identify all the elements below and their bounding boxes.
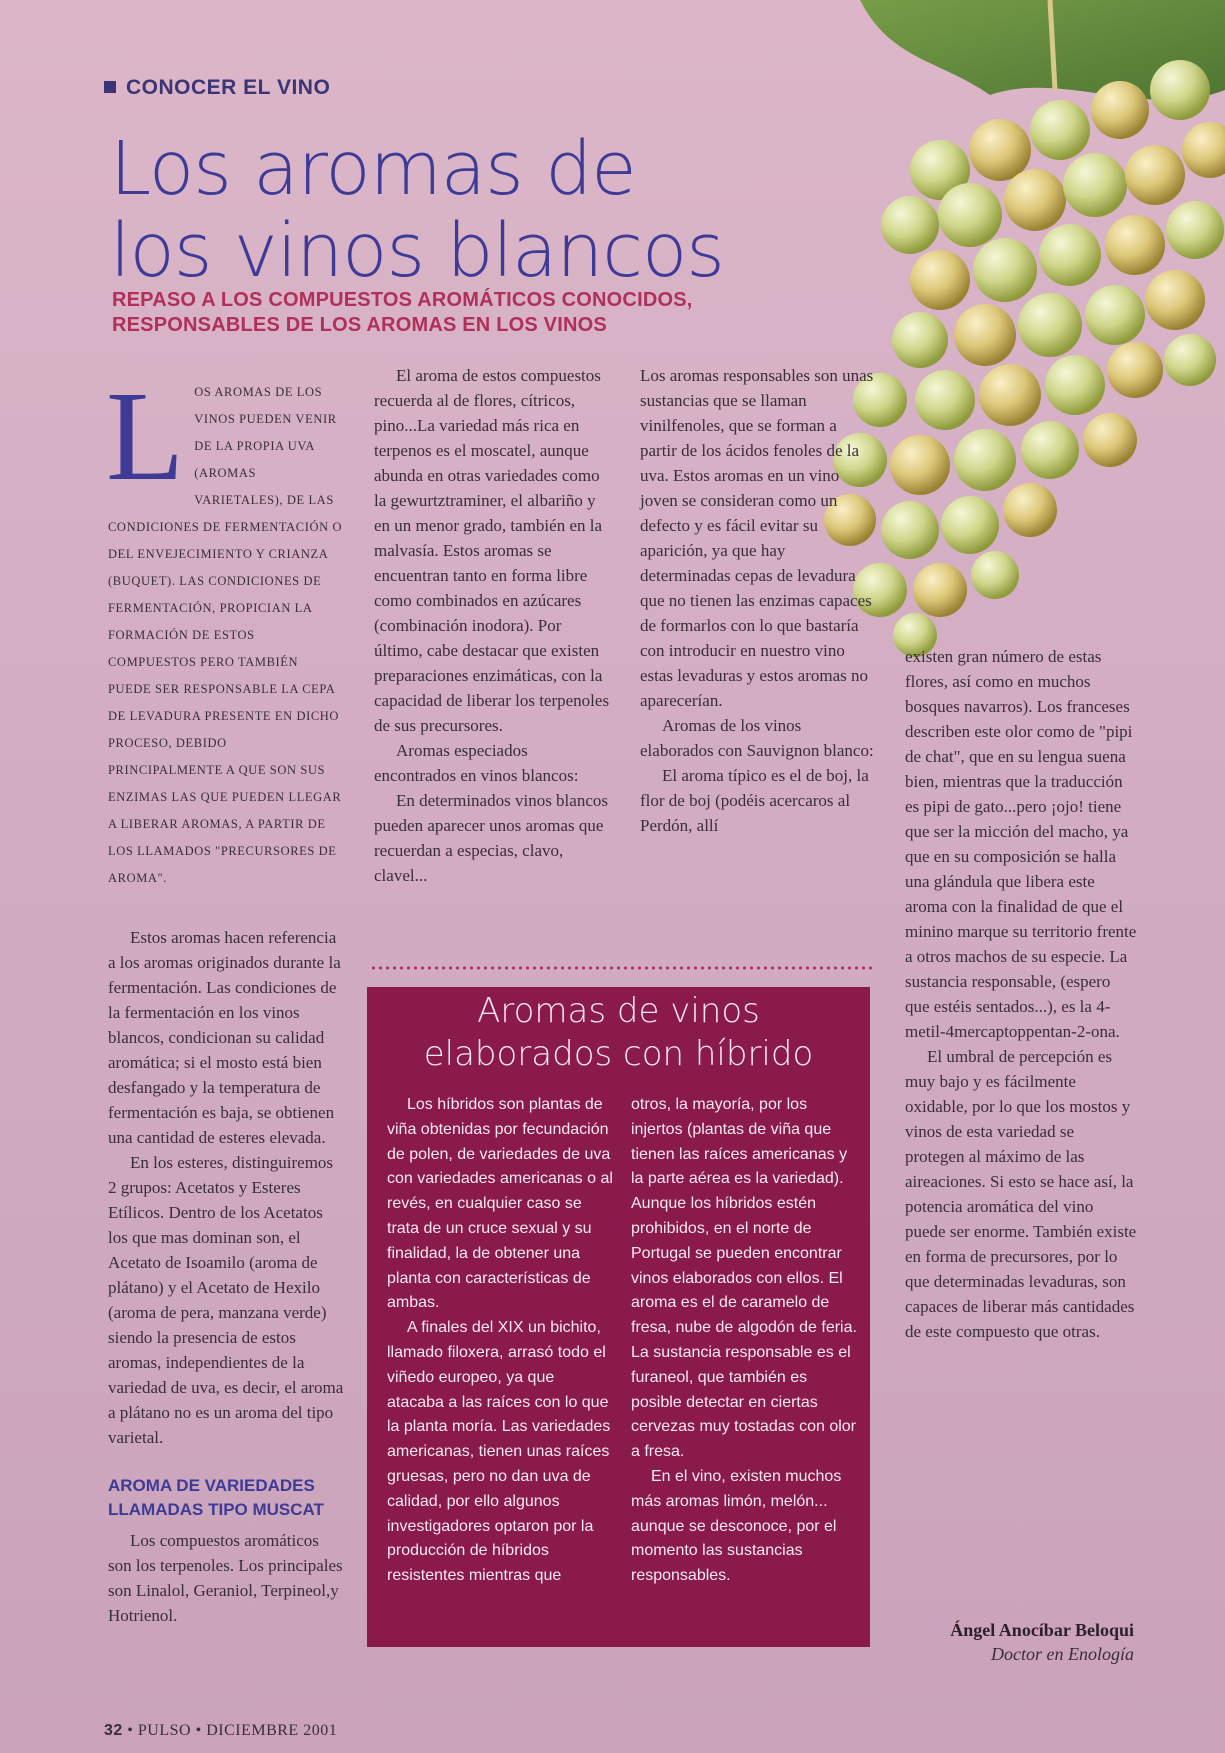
author-credit (870, 1618, 1134, 1666)
col1-paragraph-2: En los esteres, distinguiremos 2 grupos: Acetatos y Esteres Etílicos. Dentro de los Acetatos los que mas dominan son, el Acetato de Isoamilo (aroma de plátano) y el Acetato de Hexilo (aroma de pera, manzana verde) siendo la presencia de estos aromas, independientes de la variedad de uva, es decir, el aroma a plátano no es un aroma del tipo varietal. (108, 1153, 344, 1447)
issue-date: DICIEMBRE 2001 (206, 1722, 338, 1739)
title-line-2: los vinos blancos (110, 208, 724, 294)
sidebar-column-left (387, 1093, 615, 1589)
drop-cap: L (106, 365, 185, 507)
title-line-1: Los aromas de (110, 126, 636, 212)
section-label: CONOCER EL VINO (104, 76, 330, 100)
sidebar-column-right (631, 1093, 859, 1589)
section-heading-muscat: AROMA DE VARIEDADES LLAMADAS TIPO MUSCAT (108, 1476, 324, 1519)
grapes-image (820, 0, 1225, 660)
intro-paragraph (106, 365, 344, 891)
sidebar-left-paragraph-2: A finales del XIX un bichito, llamado filoxera, arrasó todo el viñedo europeo, ya que atacaba a las raíces con lo que la planta moría. Las variedades americanas, tienen unas raíces gruesas, pero no dan uva de calidad, por ello algunos investigadores optaron por la producción de híbridos resistentes mientras que (387, 1319, 611, 1585)
dotted-divider (370, 966, 872, 970)
author-name: Ángel Anocíbar Beloqui (950, 1620, 1134, 1640)
sidebar-left-paragraph-1: Los híbridos son plantas de viña obtenidas por fecundación de polen, de variedades de uva con variedades americanas o al revés, en cualquier caso se trata de un cruce sexual y su finalidad, la de obtener una planta con características de ambas. (387, 1096, 613, 1312)
sidebar-right-paragraph-1: otros, la mayoría, por los injertos (plantas de viña que tienen las raíces americanas y la parte aérea es la variedad). Aunque los híbridos estén prohibidos, en el norte de Portugal se pueden encontrar vinos elaborados con ellos. El aroma es el de caramelo de fresa, nube de algodón de feria. La sustancia responsable es el furaneol, que también es posible detectar en ciertas cervezas muy tostadas con olor a fresa. (631, 1096, 857, 1461)
column-3 (640, 363, 876, 838)
column-4 (905, 644, 1137, 1344)
sidebar-title: Aromas de vinos elaborados con híbrido (423, 991, 814, 1074)
col2-paragraph-1: El aroma de estos compuestos recuerda al de flores, cítricos, pino...La variedad más rica en terpenos es el moscatel, aunque abunda en otras variedades como la gewurtztraminer, el albariño y en un menor grado, también en la malvasía. Estos aromas se encuentran tanto en forma libre como combinados en azúcares (combinación inodora). Por último, cabe destacar que existen preparaciones enzimáticas, con la capacidad de liberar los terpenoles de sus precursores. (374, 366, 610, 735)
col4-paragraph-1: existen gran número de estas flores, así como en muchos bosques navarros). Los franceses describen este olor como de "pipi de chat", que en su lengua suena bien, mientras que la traducción es pipi de gato...pero ¡ojo! tiene que ser la micción del macho, ya que en su composición se halla una glándula que libera este aroma con la finalidad de que el minino marque su territorio frente a otros machos de su especie. La sustancia responsable, (espero que estéis sentados...), es la 4-metil-4mercaptoppentan-2-ona. (905, 647, 1137, 1041)
col1-paragraph-3: Los compuestos aromáticos son los terpenoles. Los principales son Linalol, Geraniol, Terpineol,y Hotrienol. (108, 1531, 343, 1625)
column-1 (106, 365, 344, 1628)
col3-paragraph-3: El aroma típico es el de boj, la flor de boj (podéis acercaros al Perdón, allí (640, 766, 869, 835)
col3-paragraph-2: Aromas de los vinos elaborados con Sauvignon blanco: (640, 716, 874, 760)
sidebar-right-paragraph-2: En el vino, existen muchos más aromas limón, melón... aunque se desconoce, por el momento las sustancias responsables. (631, 1467, 842, 1585)
page-number: 32 (104, 1722, 123, 1739)
col3-paragraph-1: Los aromas responsables son unas sustancias que se llaman vinilfenoles, que se forman a partir de los ácidos fenoles de la uva. Estos aromas en un vino joven se consideran como un defecto y es fácil evitar su aparición, ya que hay determinadas cepas de levadura que no tienen las enzimas capaces de formarlos con lo que bastaría con introducir en nuestro vino estas levaduras y estos aromas no aparecerían. (640, 366, 874, 710)
col2-paragraph-3: En determinados vinos blancos pueden aparecer unos aromas que recuerdan a especias, clavo, clavel... (374, 791, 608, 885)
col1-paragraph-1: Estos aromas hacen referencia a los aromas originados durante la fermentación. Las condiciones de la fermentación en los vinos blancos, condicionan su calidad aromática; si el mosto está bien desfangado y la temperatura de fermentación es baja, se obtienen una cantidad de esteres elevada. (108, 928, 341, 1147)
publication-name: PULSO (137, 1722, 192, 1739)
column-2 (374, 363, 610, 888)
article-title (110, 128, 870, 292)
col4-paragraph-2: El umbral de percepción es muy bajo y es fácilmente oxidable, por lo que los mostos y vinos de esta variedad se protegen al máximo de las aireaciones. Si esto se hace así, la potencia aromática del vino puede ser enorme. También existe en forma de precursores, por lo que determinadas levaduras, son capaces de liberar más cantidades de este compuesto que otras. (905, 1047, 1137, 1341)
author-role: Doctor en Enología (991, 1644, 1134, 1664)
col2-paragraph-2: Aromas especiados encontrados en vinos blancos: (374, 741, 579, 785)
bullet-separator-icon: • (195, 1722, 207, 1739)
article-subtitle: REPASO A LOS COMPUESTOS AROMÁTICOS CONOCIDOS, RESPONSABLES DE LOS AROMAS EN LOS VINOS (112, 289, 693, 336)
page-footer (104, 1722, 337, 1740)
square-bullet-icon (104, 81, 116, 93)
intro-text: OS AROMAS DE LOS VINOS PUEDEN VENIR DE LA PROPIA UVA (AROMAS VARIETALES), DE LAS CONDICIONES DE FERMENTACIÓN O DEL ENVEJECIMIENTO Y CRIANZA (BUQUET). LAS CONDICIONES DE FERMENTACIÓN, PROPICIAN LA FORMACIÓN DE ESTOS COMPUESTOS PERO TAMBIÉN PUEDE SER RESPONSABLE LA CEPA DE LEVADURA PRESENTE EN DICHO PROCESO, DEBIDO PRINCIPALMENTE A QUE SON SUS ENZIMAS LAS QUE PUEDEN LLEGAR A LIBERAR AROMAS, A PARTIR DE LOS LLAMADOS "PRECURSORES DE AROMA". (108, 385, 343, 885)
sidebar-box-hybrid (367, 987, 870, 1647)
bullet-separator-icon: • (127, 1722, 138, 1739)
